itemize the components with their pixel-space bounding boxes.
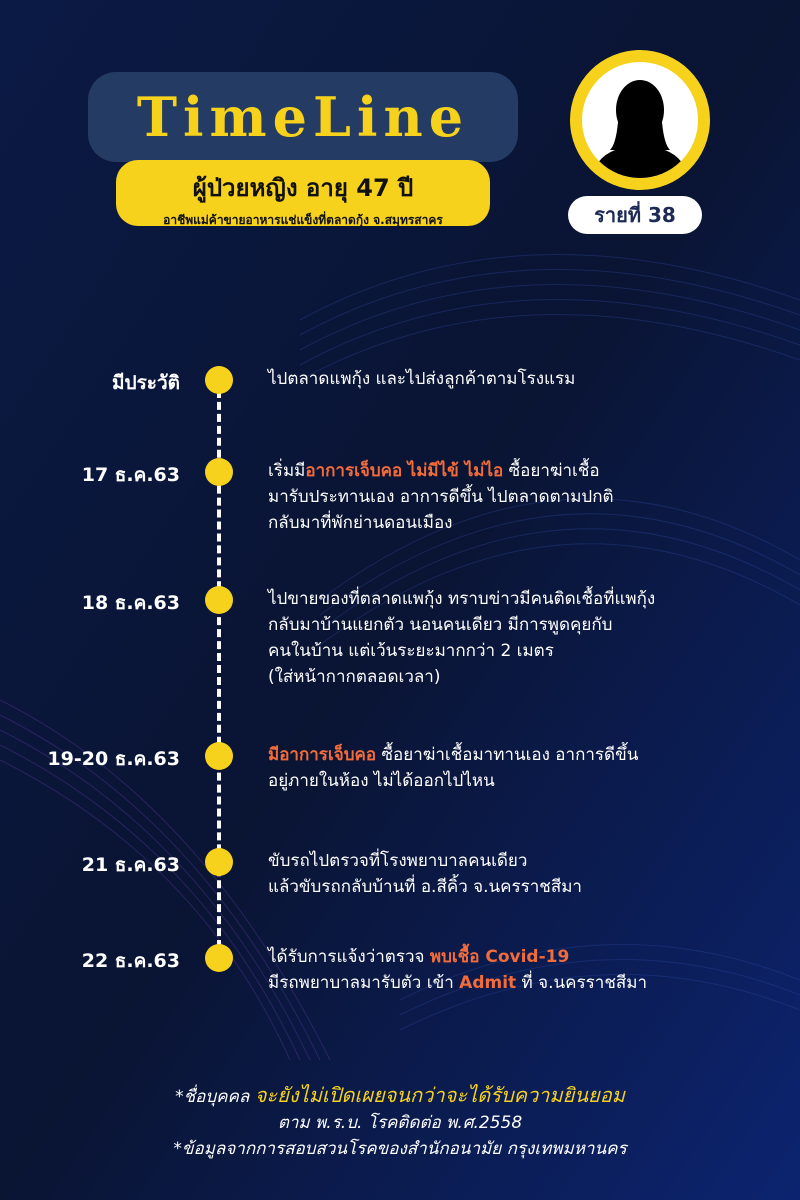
case-number-badge: รายที่ 38 (568, 196, 702, 234)
description-text: มารับประทานเอง อาการดีขึ้น ไปตลาดตามปกติ (268, 487, 614, 507)
timeline-dot (205, 458, 233, 486)
timeline-description-line (268, 742, 768, 768)
patient-info-banner (116, 160, 490, 226)
timeline-description-line (268, 510, 768, 536)
timeline-description-line (268, 874, 768, 900)
description-text: ไปตลาดแพกุ้ง และไปส่งลูกค้าตามโรงแรม (268, 369, 576, 389)
timeline-description (268, 586, 768, 690)
timeline-description-line (268, 586, 768, 612)
timeline-dot (205, 586, 233, 614)
description-text: อยู่ภายในห้อง ไม่ได้ออกไปไหน (268, 771, 495, 791)
patient-occupation: อาชีพแม่ค้าขายอาหารแช่แข็งที่ตลาดกุ้ง จ.สมุทรสาคร (163, 213, 443, 227)
timeline-description-line (268, 366, 768, 392)
description-text: ไปขายของที่ตลาดแพกุ้ง ทราบข่าวมีคนติดเชื้อที่แพกุ้ง (268, 589, 656, 609)
timeline-dot (205, 944, 233, 972)
footer-law-reference: ตาม พ.ร.บ. โรคติดต่อ พ.ศ.2558 (277, 1113, 523, 1133)
timeline-description (268, 366, 768, 392)
avatar (570, 50, 710, 190)
patient-title: ผู้ป่วยหญิง อายุ 47 ปี (192, 174, 414, 202)
timeline-description-line (268, 638, 768, 664)
page-title: TimeLine (136, 85, 470, 149)
timeline-description-line (268, 970, 768, 996)
timeline-dot (205, 366, 233, 394)
footer-consent-note: จะยังไม่เปิดเผยจนกว่าจะได้รับความยินยอม (254, 1083, 625, 1107)
description-text: ซื้อยาฆ่าเชื้อมาทานเอง อาการดีขึ้น (376, 745, 639, 765)
timeline-description-line (268, 458, 768, 484)
description-text: กลับมาที่พักย่านดอนเมือง (268, 513, 453, 533)
timeline-description (268, 742, 768, 794)
timeline-description-line (268, 848, 768, 874)
timeline-date: 21 ธ.ค.63 (81, 854, 180, 876)
person-silhouette-icon (582, 62, 698, 178)
description-text: ขับรถไปตรวจที่โรงพยาบาลคนเดียว (268, 851, 528, 871)
timeline-description-line (268, 484, 768, 510)
description-text: (ใส่หน้ากากตลอดเวลา) (268, 667, 441, 687)
timeline-description-line (268, 768, 768, 794)
timeline-description (268, 944, 768, 996)
timeline-description (268, 848, 768, 900)
description-text: เริ่มมี (268, 461, 306, 481)
highlight-text: ไม่มีไข้ ไม่ไอ (407, 461, 504, 481)
description-text: ได้รับการแจ้งว่าตรวจ (268, 947, 430, 967)
highlight-text: อาการเจ็บคอ (305, 461, 403, 481)
highlight-text: Admit (459, 973, 517, 993)
timeline-dot (205, 742, 233, 770)
timeline-date: 17 ธ.ค.63 (81, 464, 180, 486)
description-text: ซื้อยาฆ่าเชื้อ (503, 461, 600, 481)
timeline-dot (205, 848, 233, 876)
description-text: คนในบ้าน แต่เว้นระยะมากกว่า 2 เมตร (268, 641, 554, 661)
footer-source: *ข้อมูลจากการสอบสวนโรคของสำนักอนามัย กรุงเทพมหานคร (173, 1139, 627, 1159)
highlight-text: พบเชื้อ Covid-19 (429, 947, 570, 967)
timeline-description (268, 458, 768, 536)
description-text: แล้วขับรถกลับบ้านที่ อ.สีคิ้ว จ.นครราชสีมา (268, 877, 582, 897)
description-text: ที่ จ.นครราชสีมา (516, 973, 648, 993)
title-banner (88, 72, 518, 162)
timeline-description-line (268, 664, 768, 690)
timeline-date: 22 ธ.ค.63 (81, 950, 180, 972)
highlight-text: มีอาการเจ็บคอ (268, 745, 377, 765)
timeline-description-line (268, 944, 768, 970)
timeline-date: 19-20 ธ.ค.63 (47, 748, 180, 770)
footer-note (0, 1082, 800, 1162)
footer-note-prefix: *ชื่อบุคคล (175, 1087, 255, 1107)
timeline-date: 18 ธ.ค.63 (81, 592, 180, 614)
timeline-description-line (268, 612, 768, 638)
description-text: กลับมาบ้านแยกตัว นอนคนเดียว มีการพูดคุยกับ (268, 615, 613, 635)
timeline-date: มีประวัติ (111, 372, 180, 394)
description-text: มีรถพยาบาลมารับตัว เข้า (268, 973, 460, 993)
